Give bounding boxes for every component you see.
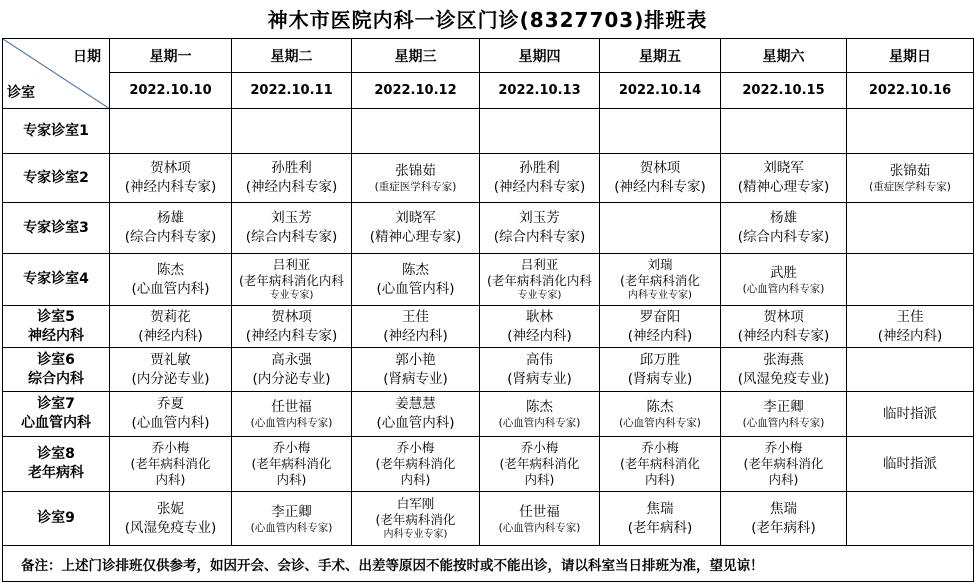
doctor-specialty: (老年病科消化: [251, 456, 332, 471]
schedule-cell: [721, 154, 847, 203]
doctor-specialty: (心血管内科专家): [619, 417, 701, 429]
room-label-cell: [3, 492, 110, 546]
schedule-cell: [480, 348, 600, 392]
schedule-cell: [352, 348, 480, 392]
doctor-specialty: (心血管内科): [131, 280, 210, 297]
room-label: 专家诊室4: [23, 271, 89, 287]
schedule-cell: [600, 109, 721, 154]
weekday-header: 星期五: [600, 39, 721, 73]
doctor-specialty: (老年病科消化内科: [239, 273, 344, 288]
page-title: 神木市医院内科一诊区门诊(8327703)排班表: [267, 8, 708, 32]
doctor-specialty: (神经内科专家): [614, 179, 706, 195]
date-header: 2022.10.13: [480, 73, 600, 109]
doctor-name: 任世福: [519, 503, 560, 520]
schedule-cell: [721, 492, 847, 546]
doctor-name: 武胜: [770, 264, 797, 281]
doctor-specialty: (精神心理专家): [737, 179, 830, 195]
schedule-cell: [232, 154, 352, 203]
doctor-specialty: (心血管内科专家): [498, 417, 581, 429]
schedule-row: [3, 348, 974, 392]
schedule-cell: [110, 492, 232, 546]
doctor-name: 高永强: [271, 351, 312, 368]
doctor-name: 乔小梅: [641, 440, 679, 455]
doctor-name: 乔小梅: [272, 440, 311, 455]
schedule-cell: [480, 492, 600, 546]
doctor-specialty: (精神心理专家): [369, 229, 462, 245]
doctor-name: 贺林项: [150, 160, 191, 176]
schedule-cell: [232, 392, 352, 437]
doctor-name: 张锦茹: [395, 163, 436, 179]
schedule-cell: [600, 348, 721, 392]
weekday-header: 星期四: [480, 39, 600, 73]
schedule-cell: [352, 254, 480, 306]
doctor-specialty: (老年病科消化内科: [487, 273, 592, 288]
doctor-name: 陈杰: [526, 399, 553, 415]
footnote: 备注：上述门诊排班仅供参考，如因开会、会诊、手术、出差等原因不能按时或不能出诊，请以科室当日排班为准，望见谅！: [3, 546, 974, 582]
doctor-name: 焦瑞: [646, 500, 674, 517]
doctor-name: 杨雄: [157, 210, 184, 226]
doctor-specialty: (老年病科消化: [620, 273, 700, 288]
doctor-name: 陈杰: [157, 261, 184, 278]
room-label: 专家诊室3: [23, 219, 89, 236]
schedule-cell: [110, 348, 232, 392]
doctor-name: 刘玉芳: [519, 210, 560, 226]
doctor-specialty: (神经内科): [507, 327, 572, 344]
schedule-cell: [480, 306, 600, 348]
room-label-cell: [3, 392, 110, 437]
schedule-cell: [480, 392, 600, 437]
date-header: 2022.10.12: [352, 73, 480, 109]
schedule-cell: [232, 437, 352, 492]
doctor-specialty: (心血管内科): [131, 415, 210, 431]
room-label-cell: [3, 348, 110, 392]
schedule-cell: [600, 392, 721, 437]
date-header: 2022.10.15: [721, 73, 847, 109]
doctor-specialty: (老年病科消化: [743, 456, 824, 471]
doctor-specialty: 内科): [768, 472, 799, 487]
schedule-cell: [847, 154, 974, 203]
doctor-name: 姜慧慧: [395, 396, 436, 412]
doctor-name: 高伟: [526, 351, 553, 368]
room-label-cell: [3, 254, 110, 306]
doctor-specialty: (综合内科专家): [245, 229, 338, 245]
schedule-cell: [847, 492, 974, 546]
schedule-cell: [352, 492, 480, 546]
schedule-cell: [110, 437, 232, 492]
schedule-cell: [352, 109, 480, 154]
doctor-specialty: (心血管内科): [376, 280, 455, 297]
schedule-cell: [721, 437, 847, 492]
doctor-specialty: (神经内科): [627, 327, 693, 344]
doctor-specialty: 内科): [400, 472, 431, 487]
doctor-name: 任世福: [271, 399, 312, 415]
doctor-specialty: (综合内科专家): [124, 229, 217, 245]
doctor-name: 临时指派: [883, 455, 937, 472]
schedule-row: [3, 254, 974, 306]
schedule-cell: [232, 203, 352, 254]
doctor-specialty: 专业专家): [517, 290, 562, 301]
doctor-name: 张妮: [157, 500, 184, 517]
schedule-cell: [110, 109, 232, 154]
schedule-cell: [352, 154, 480, 203]
doctor-specialty: (心血管内科): [376, 415, 455, 431]
schedule-cell: [600, 437, 721, 492]
doctor-specialty: (神经内科): [138, 327, 203, 344]
doctor-name: 李正卿: [763, 399, 804, 415]
room-label-cell: [3, 203, 110, 254]
schedule-row: [3, 392, 974, 437]
doctor-name: 陈杰: [646, 399, 674, 415]
doctor-specialty: (神经内科专家): [124, 179, 217, 195]
doctor-specialty: (内分泌专业): [252, 370, 331, 387]
corner-header-cell: [3, 39, 110, 109]
doctor-name: 杨雄: [770, 210, 797, 226]
doctor-specialty: 内科): [645, 472, 675, 487]
doctor-specialty: (老年病科消化: [130, 456, 211, 471]
corner-room-label: 诊室: [7, 85, 35, 101]
doctor-name: 孙胜利: [271, 160, 312, 176]
doctor-specialty: 内科): [276, 472, 307, 487]
doctor-name: 乔小梅: [396, 440, 435, 455]
doctor-specialty: (老年病科消化: [620, 456, 700, 471]
corner-date-label: 日期: [73, 49, 101, 65]
weekday-header: 星期二: [232, 39, 352, 73]
doctor-specialty: (综合内科专家): [493, 229, 586, 245]
schedule-cell: [600, 306, 721, 348]
schedule-cell: [847, 306, 974, 348]
schedule-cell: [721, 306, 847, 348]
doctor-name: 白军刚: [396, 496, 435, 511]
schedule-cell: [600, 203, 721, 254]
doctor-name: 吕利亚: [520, 257, 559, 272]
schedule-cell: [721, 203, 847, 254]
room-label-cell: [3, 109, 110, 154]
doctor-specialty: (老年病科): [627, 519, 693, 536]
doctor-specialty: (神经内科专家): [737, 327, 830, 344]
room-label-cell: [3, 437, 110, 492]
doctor-specialty: 内科): [155, 472, 186, 487]
doctor-name: 贾礼敏: [150, 351, 191, 368]
doctor-name: 焦瑞: [770, 500, 797, 517]
room-label: 诊室6: [37, 351, 75, 368]
schedule-cell: [110, 203, 232, 254]
doctor-name: 王佳: [896, 308, 924, 325]
doctor-specialty: (神经内科专家): [245, 327, 338, 344]
doctor-specialty: (神经内科专家): [245, 179, 338, 195]
schedule-cell: [110, 254, 232, 306]
doctor-specialty: (神经内科): [877, 327, 943, 344]
weekday-header: 星期一: [110, 39, 232, 73]
doctor-specialty: (综合内科专家): [737, 229, 830, 245]
doctor-name: 李正卿: [271, 503, 312, 520]
doctor-name: 郭小艳: [395, 351, 436, 368]
doctor-specialty: (老年病科消化: [499, 456, 580, 471]
doctor-name: 张海燕: [763, 351, 804, 368]
doctor-name: 孙胜利: [519, 160, 560, 176]
doctor-specialty: 内科专业专家): [383, 529, 448, 540]
doctor-name: 贺林项: [763, 308, 804, 325]
doctor-specialty: (肾病专业): [383, 370, 448, 387]
schedule-cell: [847, 392, 974, 437]
room-label: 专家诊室2: [23, 169, 89, 186]
doctor-specialty: (心血管内科专家): [250, 521, 333, 534]
doctor-specialty: (内分泌专业): [131, 370, 210, 387]
schedule-cell: [847, 109, 974, 154]
doctor-specialty: (神经内科专家): [493, 179, 586, 195]
schedule-cell: [232, 492, 352, 546]
doctor-name: 张锦茹: [889, 163, 931, 179]
schedule-cell: [721, 254, 847, 306]
schedule-cell: [232, 306, 352, 348]
doctor-name: 贺林项: [271, 308, 312, 325]
schedule-row: [3, 306, 974, 348]
schedule-cell: [721, 348, 847, 392]
doctor-name: 乔夏: [157, 396, 184, 412]
doctor-specialty: (风湿免疫专业): [737, 370, 830, 387]
doctor-name: 刘晓军: [763, 160, 804, 176]
doctor-name: 刘晓军: [395, 210, 436, 226]
schedule-cell: [600, 154, 721, 203]
schedule-cell: [232, 348, 352, 392]
doctor-specialty: (心血管内科专家): [498, 521, 581, 534]
doctor-specialty: (心血管内科专家): [250, 417, 333, 429]
schedule-cell: [232, 254, 352, 306]
schedule-cell: [847, 437, 974, 492]
schedule-cell: [480, 154, 600, 203]
room-label: 综合内科: [28, 370, 84, 387]
schedule-cell: [600, 254, 721, 306]
date-header: 2022.10.11: [232, 73, 352, 109]
doctor-specialty: (老年病科消化: [375, 512, 456, 527]
date-header: 2022.10.16: [847, 73, 974, 109]
schedule-cell: [721, 392, 847, 437]
schedule-cell: [110, 392, 232, 437]
room-label: 诊室9: [37, 510, 75, 526]
doctor-specialty: (重症医学科专家): [374, 181, 457, 193]
doctor-name: 吕利亚: [272, 257, 311, 272]
doctor-name: 临时指派: [883, 405, 937, 422]
room-label-cell: [3, 306, 110, 348]
doctor-name: 罗奋阳: [639, 308, 681, 325]
schedule-cell: [110, 306, 232, 348]
room-label: 心血管内科: [21, 415, 91, 431]
schedule-cell: [352, 437, 480, 492]
date-header: 2022.10.14: [600, 73, 721, 109]
weekday-header: 星期六: [721, 39, 847, 73]
weekday-header: 星期三: [352, 39, 480, 73]
doctor-specialty: 专业专家): [269, 290, 314, 301]
schedule-cell: [847, 254, 974, 306]
schedule-row: [3, 109, 974, 154]
schedule-cell: [232, 109, 352, 154]
schedule-cell: [721, 109, 847, 154]
schedule-cell: [480, 254, 600, 306]
schedule-cell: [600, 492, 721, 546]
schedule-cell: [847, 203, 974, 254]
schedule-row: [3, 492, 974, 546]
doctor-name: 王佳: [402, 308, 429, 325]
room-label: 神经内科: [28, 327, 84, 344]
schedule-row: [3, 154, 974, 203]
schedule-cell: [352, 306, 480, 348]
room-label: 诊室8: [37, 446, 75, 462]
schedule-cell: [110, 154, 232, 203]
doctor-specialty: (重症医学科专家): [869, 181, 951, 193]
schedule-row: [3, 203, 974, 254]
doctor-name: 邱万胜: [639, 351, 681, 368]
room-label: 诊室7: [37, 396, 75, 412]
weekday-header: 星期日: [847, 39, 974, 73]
doctor-name: 乔小梅: [764, 440, 803, 455]
doctor-specialty: (神经内科): [383, 327, 448, 344]
doctor-specialty: (肾病专业): [507, 370, 572, 387]
doctor-specialty: (心血管内科专家): [742, 417, 825, 429]
doctor-name: 乔小梅: [151, 440, 190, 455]
doctor-specialty: 内科): [524, 472, 555, 487]
schedule-cell: [480, 203, 600, 254]
doctor-specialty: (风湿免疫专业): [124, 519, 217, 536]
schedule-cell: [847, 348, 974, 392]
doctor-specialty: (老年病科): [751, 519, 816, 536]
doctor-specialty: (肾病专业): [627, 370, 693, 387]
doctor-name: 刘玉芳: [271, 210, 312, 226]
room-label: 诊室5: [37, 308, 75, 325]
schedule-cell: [352, 392, 480, 437]
doctor-name: 陈杰: [402, 261, 429, 278]
schedule-cell: [352, 203, 480, 254]
doctor-name: 贺林项: [639, 160, 681, 176]
room-label: 老年病科: [28, 465, 84, 481]
doctor-specialty: 内科专业专家): [628, 290, 692, 301]
schedule-cell: [480, 437, 600, 492]
room-label-cell: [3, 154, 110, 203]
schedule-cell: [480, 109, 600, 154]
doctor-specialty: (心血管内科专家): [742, 282, 825, 295]
doctor-name: 刘瑞: [647, 257, 673, 272]
schedule-table: [2, 38, 974, 582]
doctor-name: 乔小梅: [520, 440, 559, 455]
schedule-row: [3, 437, 974, 492]
doctor-name: 贺莉花: [150, 308, 191, 325]
room-label: 专家诊室1: [23, 122, 89, 139]
doctor-name: 耿林: [526, 308, 553, 325]
doctor-specialty: (老年病科消化: [375, 456, 456, 471]
date-header: 2022.10.10: [110, 73, 232, 109]
